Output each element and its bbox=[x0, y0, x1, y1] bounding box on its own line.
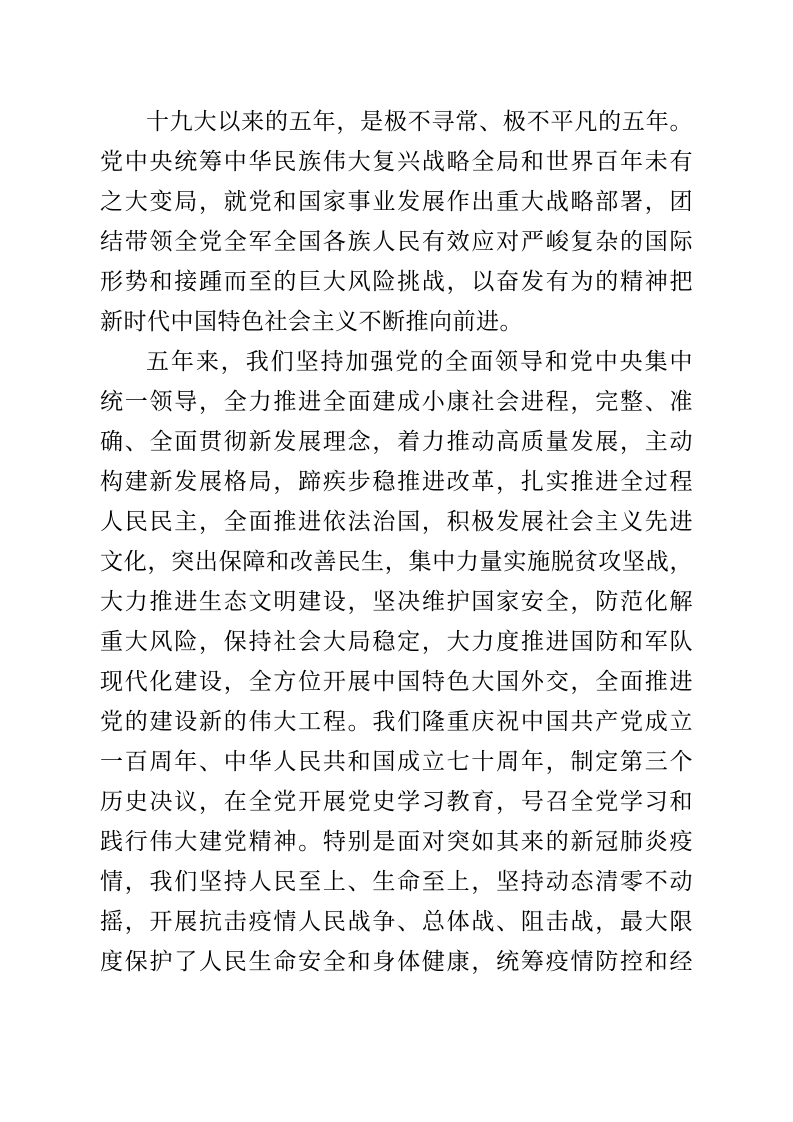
text-line: 重大风险，保持社会大局稳定，大力度推进国防和军队 bbox=[100, 629, 693, 654]
text-line: 统一领导，全力推进全面建成小康社会进程，完整、准 bbox=[100, 389, 693, 414]
text-line: 党的建设新的伟大工程。我们隆重庆祝中国共产党成立 bbox=[100, 709, 693, 734]
text-line: 践行伟大建党精神。特别是面对突如其来的新冠肺炎疫 bbox=[100, 829, 693, 854]
text-line: 十九大以来的五年，是极不寻常、极不平凡的五年。 bbox=[146, 109, 693, 134]
text-line: 现代化建设，全方位开展中国特色大国外交，全面推进 bbox=[100, 669, 693, 694]
text-line: 情，我们坚持人民至上、生命至上，坚持动态清零不动 bbox=[100, 869, 693, 894]
text-line: 形势和接踵而至的巨大风险挑战，以奋发有为的精神把 bbox=[100, 269, 693, 294]
paragraph bbox=[100, 342, 693, 982]
text-line: 结带领全党全军全国各族人民有效应对严峻复杂的国际 bbox=[100, 229, 693, 254]
text-line: 人民民主，全面推进依法治国，积极发展社会主义先进 bbox=[100, 509, 693, 534]
text-line: 党中央统筹中华民族伟大复兴战略全局和世界百年未有 bbox=[100, 149, 693, 174]
text-line: 文化，突出保障和改善民生，集中力量实施脱贫攻坚战， bbox=[100, 549, 693, 574]
paragraph bbox=[100, 102, 693, 342]
text-line: 一百周年、中华人民共和国成立七十周年，制定第三个 bbox=[100, 749, 693, 774]
text-line: 大力推进生态文明建设，坚决维护国家安全，防范化解 bbox=[100, 589, 693, 614]
text-line: 度保护了人民生命安全和身体健康，统筹疫情防控和经 bbox=[100, 949, 693, 974]
text-line: 历史决议，在全党开展党史学习教育，号召全党学习和 bbox=[100, 789, 693, 814]
text-line: 确、全面贯彻新发展理念，着力推动高质量发展，主动 bbox=[100, 429, 693, 454]
text-line: 构建新发展格局，蹄疾步稳推进改革，扎实推进全过程 bbox=[100, 469, 693, 494]
text-line: 新时代中国特色社会主义不断推向前进。 bbox=[100, 309, 523, 334]
text-line: 之大变局，就党和国家事业发展作出重大战略部署，团 bbox=[100, 189, 693, 214]
text-line: 五年来，我们坚持加强党的全面领导和党中央集中 bbox=[146, 349, 693, 374]
text-line: 摇，开展抗击疫情人民战争、总体战、阻击战，最大限 bbox=[100, 909, 693, 934]
